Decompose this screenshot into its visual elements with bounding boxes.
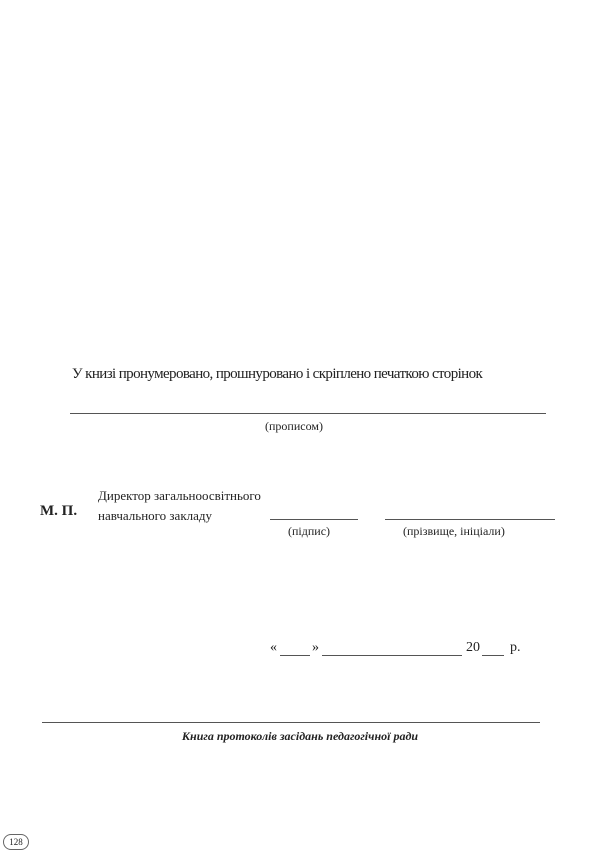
date-close-quote: »	[312, 640, 319, 655]
year-line	[482, 655, 504, 656]
name-initials-caption: (прізвище, ініціали)	[403, 524, 505, 538]
director-title	[98, 486, 261, 526]
signature-line	[270, 519, 358, 520]
year-prefix: 20	[466, 640, 480, 655]
date-open-quote: «	[270, 640, 277, 655]
month-line	[322, 655, 462, 656]
page-number: 128	[3, 834, 29, 850]
footer-rule	[42, 722, 540, 723]
certification-statement: У книзі пронумеровано, прошнуровано і скріплено печаткою сторінок	[72, 366, 483, 382]
in-words-caption: (прописом)	[265, 419, 323, 433]
day-line	[280, 655, 310, 656]
year-suffix: р.	[510, 640, 521, 655]
pages-in-words-line	[70, 413, 546, 414]
director-line-2: навчального закладу	[98, 508, 213, 523]
signature-caption: (підпис)	[288, 524, 331, 538]
seal-mark: М. П.	[40, 503, 78, 519]
running-footer-title: Книга протоколів засідань педагогічної ради	[181, 729, 419, 743]
director-line-1: Директор загальноосвітнього	[98, 488, 261, 503]
name-initials-line	[385, 519, 555, 520]
